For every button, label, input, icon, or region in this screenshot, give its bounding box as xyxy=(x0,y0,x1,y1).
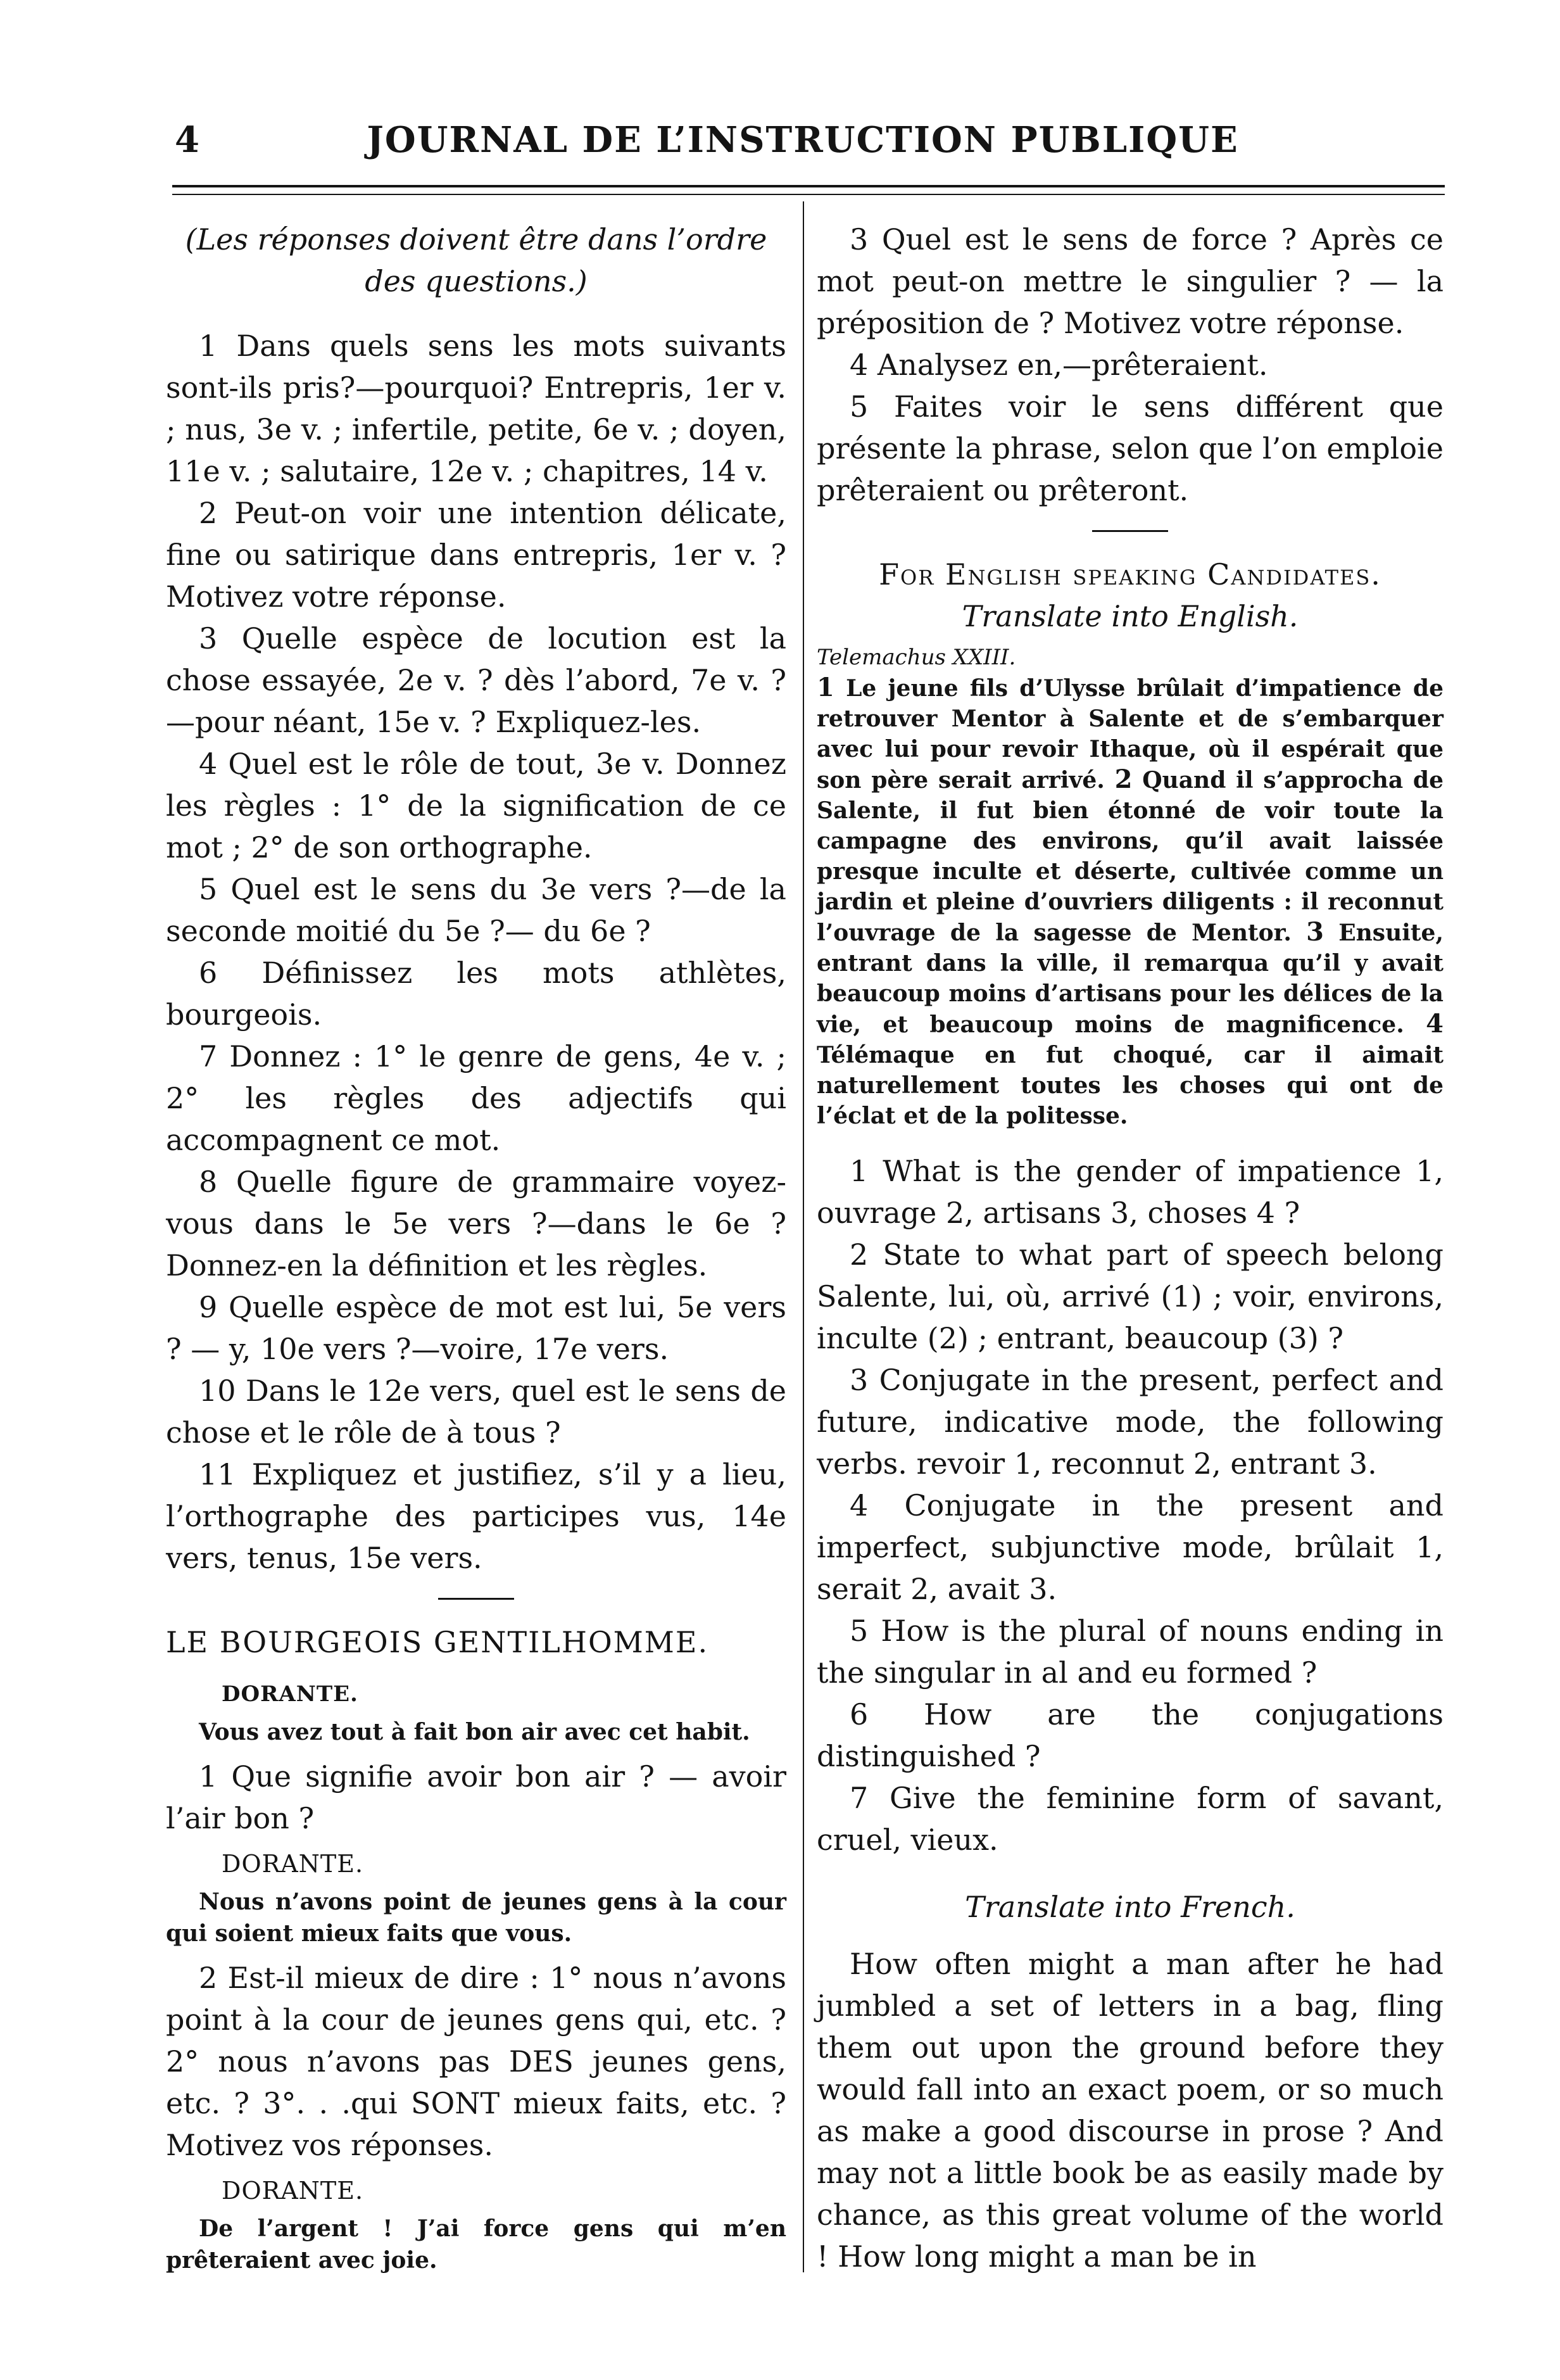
question-item: 2 Peut-on voir une intention délicate, fine ou satirique dans entrepris, 1er v. ? Motivez votre réponse. xyxy=(166,496,786,614)
section-subheading: Translate into English. xyxy=(962,599,1299,633)
question-item: 7 Give the feminine form of savant, cruel, vieux. xyxy=(817,1781,1444,1857)
question-item: 8 Quelle figure de grammaire voyez-vous dans le 5e vers ?—dans le 6e ? Donnez-en la définition et les règles. xyxy=(166,1165,786,1282)
question-item: 2 Est-il mieux de dire : 1° nous n’avons point à la cour de jeunes gens qui, etc. ? 2° nous n’avons pas DES jeunes gens, etc. ? 3°. . .qui SONT mieux faits, etc. ? Motivez vos réponses. xyxy=(166,1961,786,2162)
page-header xyxy=(163,119,1442,176)
question-item: 7 Donnez : 1° le genre de gens, 4e v. ; 2° les règles des adjectifs qui accompagnent ce mot. xyxy=(166,1039,786,1157)
section-subheading: Translate into French. xyxy=(965,1890,1295,1924)
question-item: 6 How are the conjugations distinguished ? xyxy=(817,1697,1444,1773)
french-passage xyxy=(817,673,1444,1131)
question-item: 3 Conjugate in the present, perfect and future, indicative mode, the following verbs. revoir 1, reconnut 2, entrant 3. xyxy=(817,1363,1444,1481)
question-item: 3 Quelle espèce de locution est la chose essayée, 2e v. ? dès l’abord, 7e v. ?—pour néant, 15e v. ? Expliquez-les. xyxy=(166,621,786,739)
question-item: 6 Définissez les mots athlètes, bourgeois. xyxy=(166,956,786,1032)
section-divider xyxy=(1092,530,1168,532)
source-title-text: Telemachus XXIII. xyxy=(817,645,1016,670)
left-column xyxy=(166,218,786,2284)
question-item: 3 Quel est le sens de force ? Après ce mot peut-on mettre le singulier ? — la préposition de ? Motivez votre réponse. xyxy=(817,222,1444,340)
question-item: 1 What is the gender of impatience 1, ouvrage 2, artisans 3, choses 4 ? xyxy=(817,1154,1444,1230)
question-item: 2 State to what part of speech belong Salente, lui, où, arrivé (1) ; voir, environs, inculte (2) ; entrant, beaucoup (3) ? xyxy=(817,1237,1444,1355)
header-rule-thin xyxy=(172,194,1445,195)
passage-sentence: Quand il s’approcha de Salente, il fut bien étonné de voir toute la campagne des environs, qu’il avait laissée presque inculte et déserte, cultivée comme un jardin et pleine d’ouvriers diligents : il reconnut l’ouvrage de la sagesse de Mentor. xyxy=(817,767,1444,946)
question-item: 4 Conjugate in the present and imperfect, subjunctive mode, brûlait 1, serait 2, avait 3. xyxy=(817,1488,1444,1606)
speaker-name: DORANTE. xyxy=(222,1850,364,1878)
question-item: 5 How is the plural of nouns ending in the singular in al and eu formed ? xyxy=(817,1614,1444,1690)
question-item: 4 Quel est le rôle de tout, 3e v. Donnez les règles : 1° de la signification de ce mot ; 2° de son orthographe. xyxy=(166,747,786,864)
instructions-note: (Les réponses doivent être dans l’ordre des questions.) xyxy=(185,222,767,298)
play-quote: De l’argent ! J’ai force gens qui m’en prêteraient avec joie. xyxy=(166,2215,786,2274)
section-divider xyxy=(438,1598,514,1600)
english-passage: How often might a man after he had jumbled a set of letters in a bag, fling them out upon the ground before they would fall into an exact poem, or so much as make a good discourse in prose ? And may not a little book be as easily made by chance, as this great volume of the world ! How long might a man be in xyxy=(817,1947,1444,2274)
page-number: 4 xyxy=(175,119,199,161)
running-title: JOURNAL DE L’INSTRUCTION PUBLIQUE xyxy=(367,119,1239,161)
right-column xyxy=(817,218,1444,2277)
passage-number: 4 xyxy=(1426,1009,1444,1039)
play-quote: Nous n’avons point de jeunes gens à la cour qui soient mieux faits que vous. xyxy=(166,1889,786,1947)
passage-sentence: Télémaque en fut choqué, car il aimait naturellement toutes les choses qui ont de l’éclat et de la politesse. xyxy=(817,1042,1444,1129)
passage-number: 3 xyxy=(1306,917,1324,947)
column-divider xyxy=(803,201,804,2272)
speaker-name: DORANTE. xyxy=(222,1681,358,1707)
question-item: 1 Que signifie avoir bon air ? — avoir l’air bon ? xyxy=(166,1759,786,1835)
question-item: 5 Faites voir le sens différent que présente la phrase, selon que l’on emploie prêteraient ou prêteront. xyxy=(817,389,1444,507)
source-title xyxy=(817,642,1444,673)
question-item: 5 Quel est le sens du 3e vers ?—de la seconde moitié du 5e ?— du 6e ? xyxy=(166,872,786,948)
question-item: 1 Dans quels sens les mots suivants sont-ils pris?—pourquoi? Entrepris, 1er v. ; nus, 3e v. ; infertile, petite, 6e v. ; doyen, 11e v. ; salutaire, 12e v. ; chapitres, 14 v. xyxy=(166,329,786,488)
section-heading: For English speaking Candidates. xyxy=(879,557,1381,592)
passage-sentence: Ensuite, entrant dans la ville, il remarqua qu’il y avait beaucoup moins d’artisans pour les délices de la vie, et beaucoup moins de magnificence. xyxy=(817,920,1444,1038)
question-item: 4 Analysez en,—prêteraient. xyxy=(850,348,1268,382)
play-quote: Vous avez tout à fait bon air avec cet habit. xyxy=(199,1719,750,1745)
question-item: 9 Quelle espèce de mot est lui, 5e vers ? — y, 10e vers ?—voire, 17e vers. xyxy=(166,1290,786,1366)
passage-number: 1 xyxy=(817,673,834,702)
header-rule xyxy=(172,185,1445,187)
passage-sentence: Le jeune fils d’Ulysse brûlait d’impatience de retrouver Mentor à Salente et de s’embarquer avec lui pour revoir Ithaque, où il espérait que son père serait arrivé. xyxy=(817,675,1444,794)
question-item: 11 Expliquez et justifiez, s’il y a lieu, l’orthographe des participes vus, 14e vers, tenus, 15e vers. xyxy=(166,1457,786,1575)
play-title: LE BOURGEOIS GENTILHOMME. xyxy=(166,1625,709,1659)
spacer xyxy=(817,1131,1444,1150)
passage-number: 2 xyxy=(1114,764,1133,794)
speaker-name: DORANTE. xyxy=(222,2177,364,2205)
question-item: 10 Dans le 12e vers, quel est le sens de chose et le rôle de à tous ? xyxy=(166,1374,786,1450)
